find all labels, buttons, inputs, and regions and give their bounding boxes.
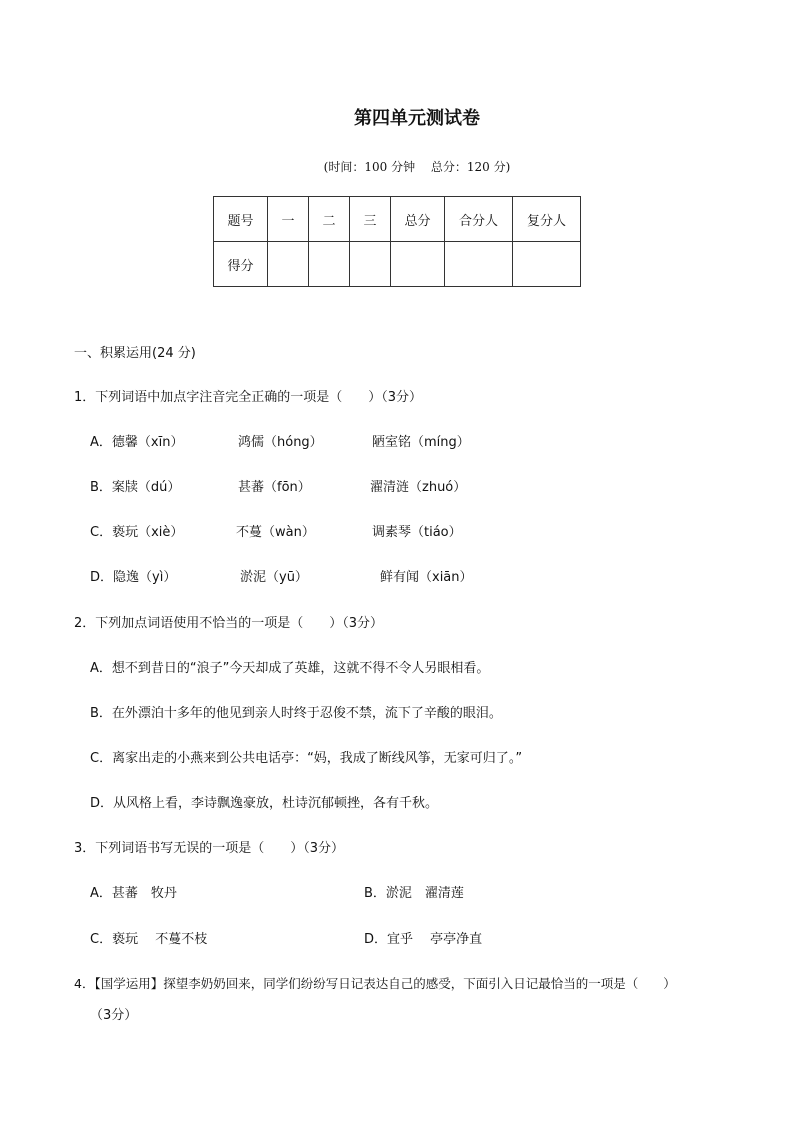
score-cell[interactable] [391,242,445,287]
question-3-stem: 3．下列词语书写无误的一项是（ ）（3分） [74,841,345,856]
question-1-stem: 1．下列词语中加点字注音完全正确的一项是（ ）（3分） [74,390,423,405]
score-table-header-row [214,197,581,242]
score-header-cell: 合分人 [445,197,513,242]
q3-option-a: A．甚蕃 牧丹 [90,886,177,901]
score-table-score-row [214,242,581,287]
page-title: 第四单元测试卷 [354,108,480,129]
q1-option-d-2: 淤泥（yū） [240,570,308,585]
q1-option-d-3: 鲜有闻（xiān） [380,570,473,585]
score-cell[interactable] [350,242,391,287]
q1-option-a-2: 鸿儒（hóng） [238,435,323,450]
q1-option-a-3: 陋室铭（míng） [372,435,470,450]
score-header-cell: 复分人 [513,197,581,242]
q1-option-b-1: B．案牍（dú） [90,480,181,495]
q3-option-b: B．淤泥 濯清莲 [364,886,464,901]
q3-option-d: D．宜乎 亭亭净直 [364,932,483,947]
q1-option-c-1: C．亵玩（xiè） [90,525,184,540]
score-header-cell: 二 [309,197,350,242]
q1-option-c-3: 调素琴（tiáo） [372,525,462,540]
q2-option-b: B．在外漂泊十多年的他见到亲人时终于忍俊不禁，流下了辛酸的眼泪。 [90,706,502,721]
score-header-cell: 三 [350,197,391,242]
question-4-stem: 4．【国学运用】探望李奶奶回来，同学们纷纷写日记表达自己的感受，下面引入日记最恰当的一项是（ ） [74,976,676,991]
score-header-cell: 一 [268,197,309,242]
q3-option-c: C．亵玩 不蔓不枝 [90,932,208,947]
question-4-score: （3分） [90,1008,138,1023]
q1-option-d-1: D．隐逸（yì） [90,570,177,585]
score-cell[interactable] [445,242,513,287]
score-cell[interactable] [513,242,581,287]
question-2-stem: 2．下列加点词语使用不恰当的一项是（ ）（3分） [74,616,384,631]
q2-option-c: C．离家出走的小燕来到公共电话亭：“妈，我成了断线风筝，无家可归了。” [90,751,523,766]
score-header-cell: 题号 [214,197,268,242]
q2-option-d: D．从风格上看，李诗飘逸豪放，杜诗沉郁顿挫，各有千秋。 [90,796,439,811]
exam-total: 总分：120 分) [430,160,511,174]
q1-option-c-2: 不蔓（wàn） [236,525,315,540]
q1-option-a-1: A．德馨（xīn） [90,435,184,450]
q1-option-b-2: 甚蕃（fōn） [238,480,311,495]
score-header-cell: 总分 [391,197,445,242]
score-table [213,196,581,287]
q2-option-a: A．想不到昔日的“浪子”今天却成了英雄，这就不得不令人另眼相看。 [90,661,490,676]
score-cell[interactable] [268,242,309,287]
exam-meta [0,158,794,175]
score-cell[interactable] [309,242,350,287]
score-row-label: 得分 [214,242,268,287]
section-heading: 一、积累运用(24 分) [74,346,196,361]
q1-option-b-3: 濯清涟（zhuó） [370,480,467,495]
exam-time: (时间：100 分钟 [323,160,416,174]
